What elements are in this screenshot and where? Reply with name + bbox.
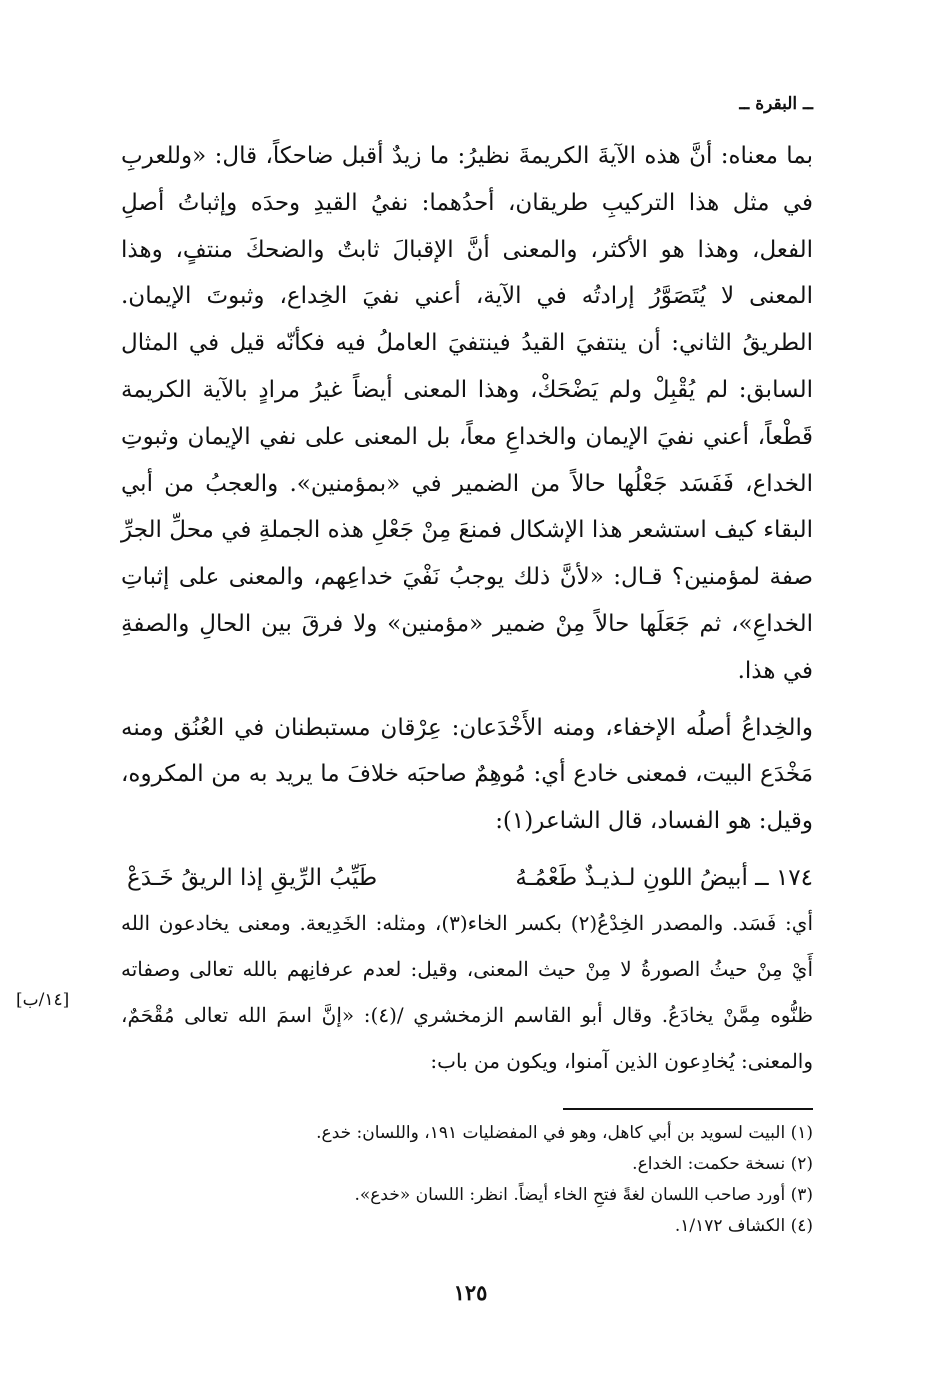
text-line: نفيَ الإيمان والخداعِ معاً، بل المعنى على نفي الإيمان وثبوتِ الخداع،	[121, 423, 814, 497]
text-line: ومنه مَخْدَع البيت، فمعنى خادع أي: مُوهِمٌ صاحبَه خلافَ ما يريد به من	[121, 714, 814, 788]
text-line: الفعل، وهذا هو الأكثر، والمعنى أنَّ الإقبالَ ثابتٌ والضحكَ منتفٍ، وهذا	[121, 236, 813, 263]
text-line: الطريقُ الثاني: أن ينتفيَ القيدُ فينتفيَ العاملُ فيه فكأنّه قيل في المثال السابق:	[121, 330, 813, 403]
text-line: يخادعون الله أَيْ مِنْ حيثُ الصورةُ لا مِنْ حيث المعنى، وقيل: لعدم عرفانِهم	[121, 911, 814, 981]
text-line: اسمَ الله تعالى مُقْحَمٌ، والمعنى: يُخادِعون الذين آمنوا، ويكون من باب:	[121, 1003, 813, 1073]
text-line: لمؤمنين؟ قـال: «لأنَّ ذلك يوجبُ نَفْيَ خداعِهم، والمعنى على إثباتِ	[121, 564, 761, 591]
text-line: لم يُقْبِلْ ولم يَضْحَكْ، وهذا المعنى أيضاً غيرُ مرادٍ بالآية الكريمة قَطْعاً، أعني	[121, 376, 813, 450]
running-header: ــ البقرة ــ	[739, 94, 813, 114]
footnotes	[121, 1118, 813, 1242]
text-line: الخداعِ»، ثم جَعَلَها حالاً مِنْ ضمير «مؤمنين» ولا فرقَ بين الحالِ والصفةِ في	[121, 610, 813, 684]
footnote: (١) البيت لسويد بن أبي كاهل، وهو في المفضليات ١٩١، واللسان: خدع.	[316, 1123, 813, 1143]
text-line: أي: فَسَد. والمصدر الخِدْعُ(٢) بكسر الخاء(٣)، ومثله: الخَدِيعة. ومعنى	[237, 911, 814, 935]
paragraph	[121, 133, 813, 695]
text-line: والخِداعُ أصلُه الإخفاء، ومنه الأَخْدَعان: عِرْقان مستبطنان في العُنُق	[173, 714, 813, 741]
commentary-text	[121, 900, 813, 1084]
verse-hemistich-first: ١٧٤ ــ أبيضُ اللونِ لـذيـذٌ طَعْمُـهُ	[515, 865, 813, 891]
main-text	[121, 133, 813, 845]
page-number: ١٢٥	[453, 1280, 488, 1305]
text-line: استشعر هذا الإشكال فمنعَ مِنْ جَعْلِ هذه الجملةِ في محلِّ الجرِّ صفة	[121, 517, 814, 591]
manuscript-folio-note: [١٤/ب]	[16, 990, 70, 1010]
footnote: (٣) أورد صاحب اللسان لغةً فتحِ الخاء أيضاً. انظر: اللسان «خدع».	[354, 1185, 813, 1205]
text-line: بالله تعالى وصفاته ظنُّوه مِمَّنْ يخادَعُ. وقال أبو القاسم الزمخشري /(٤): «إنَّ	[121, 957, 813, 1027]
text-line: في مثل هذا التركيبِ طريقان، أحدُهما: نفيُ القيدِ وحدَه وإثباتُ أصلِ	[121, 189, 813, 216]
text-line: المعنى لا يُتَصَوَّرُ إرادتُه في الآية، أعني نفيَ الخِداع، وثبوتَ الإيمان.	[121, 283, 813, 310]
footnote: (٢) نسخة حكمت: الخداع.	[632, 1154, 813, 1174]
text-line: هذا.	[737, 657, 776, 684]
footnote: (٤) الكشاف ١/١٧٢.	[674, 1216, 813, 1236]
verse-hemistich-second: طَيِّبُ الرِّيقِ إذا الريقُ خَـدَعْ	[127, 865, 378, 891]
poetry-verse	[121, 856, 813, 900]
text-line: بما معناه: أنَّ هذه الآيةَ الكريمةَ نظيرُ: ما زيدٌ أقبل ضاحكاً، قال: «وللعربِ	[121, 143, 813, 169]
paragraph	[121, 900, 813, 1084]
text-line: المكروه، وقيل: هو الفساد، قال الشاعر(١):	[121, 761, 813, 835]
text-line: فَفَسَد جَعْلُها حالاً من الضمير في «بمؤمنين». والعجبُ من أبي البقاء كيف	[121, 470, 814, 544]
footnote-divider	[563, 1108, 813, 1110]
paragraph	[121, 705, 813, 845]
